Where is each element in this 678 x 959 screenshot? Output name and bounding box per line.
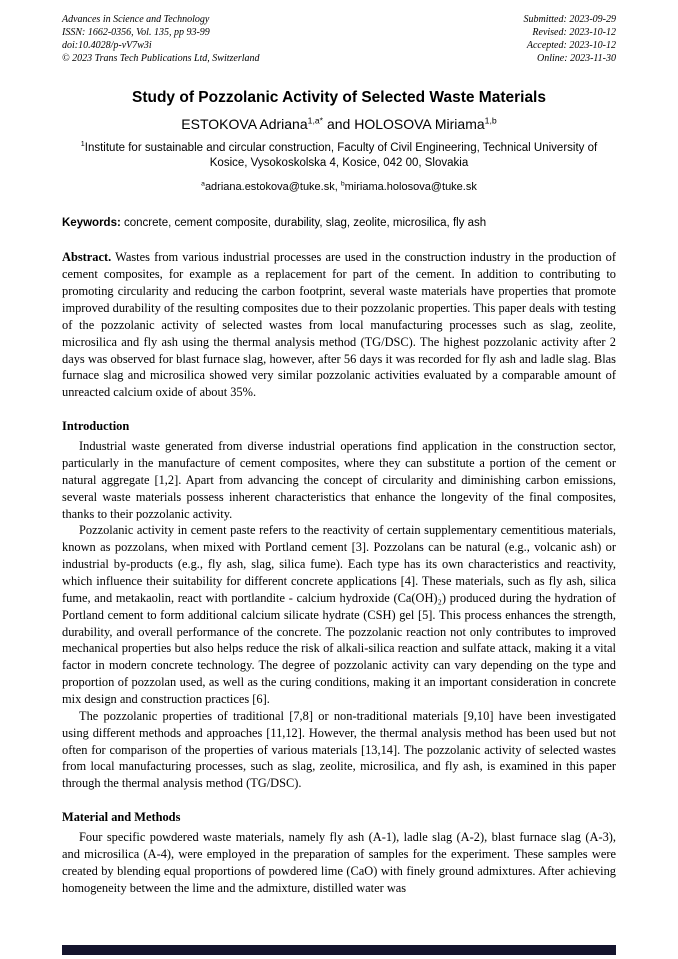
email-a-superscript: a bbox=[201, 180, 205, 188]
affiliation-text: Institute for sustainable and circular construction, Faculty of Civil Engineering, Technical University of Kosice, Vysokoskolska 4, Kosice, 042 00, Slovakia bbox=[84, 142, 598, 170]
email-b-superscript: b bbox=[340, 180, 345, 188]
keywords-label: Keywords: bbox=[62, 217, 121, 230]
online-date: Online: 2023-11-30 bbox=[537, 53, 616, 64]
section-heading-introduction: Introduction bbox=[62, 419, 130, 434]
affiliation-superscript: 1 bbox=[80, 140, 85, 149]
abstract-label: Abstract. bbox=[62, 250, 112, 265]
material-methods-paragraph-1: Four specific powdered waste materials, namely fly ash (A-1), ladle slag (A-2), blast furnace slag (A-3), and microsilica (A-4), were employed in the preparation of samples for the experiment. These samples were created by blending equal proportions of powdered lime (CaO) with finely ground admixtures. After achieving homogeneity between the lime and the admixture, distilled water was bbox=[62, 830, 616, 895]
section-heading-material-and-methods: Material and Methods bbox=[62, 810, 181, 825]
email-b: miriama.holosova@tuke.sk bbox=[344, 181, 477, 194]
journal-name: Advances in Science and Technology bbox=[62, 14, 210, 25]
abstract-paragraph bbox=[62, 249, 616, 401]
revised-date: Revised: 2023-10-12 bbox=[532, 27, 616, 38]
affiliation-line bbox=[62, 141, 616, 171]
submitted-date: Submitted: 2023-09-29 bbox=[523, 14, 616, 25]
paper-title: Study of Pozzolanic Activity of Selected Waste Materials bbox=[131, 89, 546, 106]
author-1-name: ESTOKOVA Adriana bbox=[181, 116, 308, 132]
journal-header bbox=[62, 13, 616, 65]
introduction-paragraph-2: Pozzolanic activity in cement paste refers to the reactivity of certain supplementary cementitious materials, known as pozzolans, when mixed with Portland cement [3]. Pozzolans can be natural (e.g., volcanic ash) or industrial by-products (e.g., fly ash, slag, silica fume). Each type has its own characteristics and reactivity, which influence their suitability for different concrete applications [4]. These materials, such as fly ash, silica fume, and metakaolin, react with portlandite - calcium hydroxide (Ca(OH)₂) produced during the hydration of Portland cement to form additional calcium silicate hydrate (CSH) gel [5]. This process enhances the strength, durability, and overall performance of the concrete. The pozzolanic reaction not only contributes to improved mechanical properties but also helps reduce the risk of alkali-silica reaction and sulfate attack, making it a vital factor in modern concrete technology. The degree of pozzolanic activity can vary depending on the type and proportion of pozzolan used, as well as the curing conditions, making it an important consideration in concrete mix design and construction practices [6]. bbox=[62, 523, 616, 706]
authors-connector: and bbox=[323, 116, 355, 132]
introduction-paragraph-1: Industrial waste generated from diverse industrial operations find application in the construction sector, particularly in the manufacture of cement composites, where they can substitute a portion of the cement or natural aggregate [1,2]. Apart from advancing the concept of circularity and diminishing carbon emissions, several waste materials possess inherent characteristics that enhance the longevity of the final composites, thanks to their pozzolanic activity. bbox=[62, 439, 616, 521]
keywords-line bbox=[62, 217, 616, 229]
footer-bar bbox=[62, 945, 616, 955]
author-2-superscript: 1,b bbox=[484, 115, 497, 126]
journal-copyright: © 2023 Trans Tech Publications Ltd, Switzerland bbox=[62, 53, 260, 64]
journal-header-left bbox=[62, 13, 260, 65]
journal-header-right bbox=[524, 13, 617, 65]
author-2-name: HOLOSOVA Miriama bbox=[354, 116, 485, 132]
keywords-text: concrete, cement composite, durability, slag, zeolite, microsilica, fly ash bbox=[120, 217, 487, 230]
journal-issn-volume: ISSN: 1662-0356, Vol. 135, pp 93-99 bbox=[62, 27, 210, 38]
authors-line bbox=[62, 116, 616, 132]
journal-doi: doi:10.4028/p-vV7w3i bbox=[62, 40, 152, 51]
introduction-paragraph-3: The pozzolanic properties of traditional [7,8] or non-traditional materials [9,10] have been investigated using different methods and approaches [11,12]. However, the thermal analysis method has been used but not often for comparison of the properties of various materials [13,14]. The pozzolanic activity of selected wastes from local manufacturing processes, such as slag, zeolite, microsilica, and fly ash, is examined in this paper through the thermal analysis method (TG/DSC). bbox=[62, 708, 616, 791]
abstract-text: Wastes from various industrial processes are used in the construction industry in the production of cement composites, for example as a replacement for part of the cement. In addition to contributing to promoting circularity and reducing the carbon footprint, several waste materials have properties that promote improved durability of the resulting composites due to their pozzolanic properties. This paper deals with testing of the pozzolanic activity of selected wastes from local manufacturing processes such as slag, zeolite, microsilica and fly ash using the thermal analysis method (TG/DSC). The highest pozzolanic activity after 2 days was observed for blast furnace slag, however, after 56 days it was recorded for fly ash and ladle slag. Blas furnace slag and microsilica showed very similar pozzolanic activities evaluated by a comparable amount of unreacted calcium oxide of about 35%. bbox=[62, 250, 616, 400]
email-a: adriana.estokova@tuke.sk, bbox=[204, 181, 341, 194]
author-1-superscript: 1,a* bbox=[307, 115, 324, 126]
accepted-date: Accepted: 2023-10-12 bbox=[526, 40, 616, 51]
emails-line bbox=[62, 181, 616, 193]
